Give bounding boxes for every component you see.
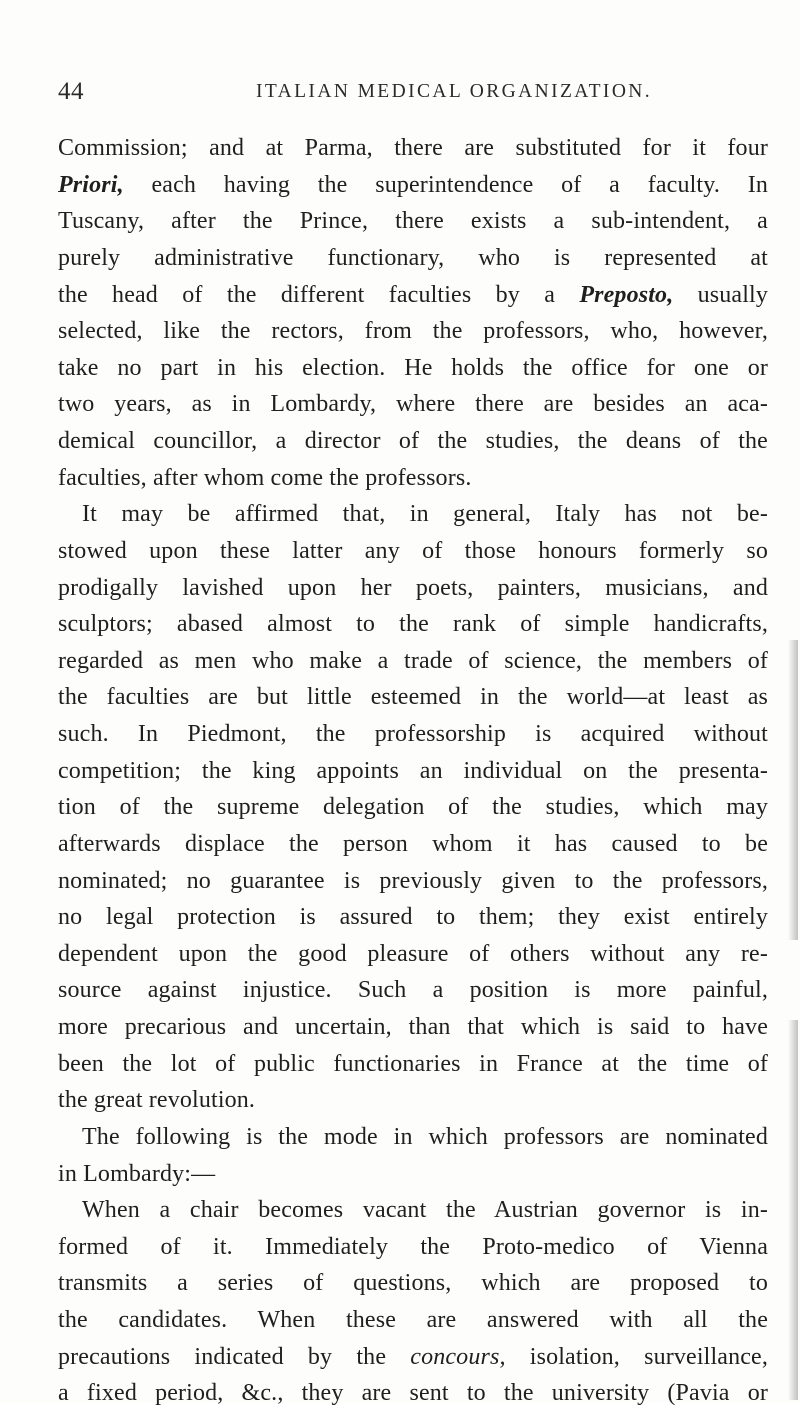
- text-line: formed of it. Immediately the Proto-medico of Vienna: [58, 1233, 768, 1260]
- text-line: the candidates. When these are answered with all the: [58, 1307, 768, 1333]
- text-line: such. In Piedmont, the professorship is acquired without: [58, 721, 768, 747]
- text-line: afterwards displace the person whom it has caused to be: [58, 830, 768, 857]
- text-line: tion of the supreme delegation of the studies, which may: [58, 794, 768, 821]
- text-line: source against injustice. Such a position is more painful,: [58, 977, 768, 1004]
- running-head: ITALIAN MEDICAL ORGANIZATION.: [256, 81, 653, 102]
- text-line: Priori, each having the superintendence of a faculty. In: [58, 171, 768, 198]
- text-line: the head of the different faculties by a Preposto, usually: [58, 281, 769, 308]
- text-line: prodigally lavished upon her poets, painters, musicians, and: [58, 574, 768, 601]
- text-line: been the lot of public functionaries in France at the time of: [58, 1050, 768, 1077]
- text-line: the faculties are but little esteemed in the world—at least as: [58, 684, 768, 711]
- text-line: more precarious and uncertain, than that which is said to have: [58, 1014, 768, 1040]
- text-line: in Lombardy:—: [58, 1160, 216, 1187]
- page-edge-shadow: [788, 1020, 798, 1400]
- text-line: demical councillor, a director of the studies, the deans of the: [58, 428, 768, 454]
- text-line: two years, as in Lombardy, where there are besides an aca-: [58, 391, 768, 418]
- text-line: take no part in his election. He holds the office for one or: [58, 354, 768, 381]
- text-line: purely administrative functionary, who is represented at: [58, 244, 768, 271]
- emphasis-preposto: Preposto,: [579, 281, 674, 308]
- text-line: The following is the mode in which professors are nominated: [82, 1123, 768, 1150]
- emphasis-concours: concours,: [410, 1343, 506, 1370]
- page-number: 44: [58, 78, 84, 105]
- text-line: transmits a series of questions, which are proposed to: [58, 1270, 768, 1297]
- text-line: competition; the king appoints an individual on the presenta-: [58, 757, 768, 784]
- page-header: [58, 78, 762, 112]
- page-edge-shadow: [788, 640, 798, 940]
- text-line: nominated; no guarantee is previously given to the professors,: [58, 867, 768, 894]
- text-line: faculties, after whom come the professors.: [58, 464, 472, 491]
- text-line: Commission; and at Parma, there are substituted for it four: [58, 135, 768, 161]
- text-line: stowed upon these latter any of those honours formerly so: [58, 537, 768, 564]
- text-line: sculptors; abased almost to the rank of simple handicrafts,: [58, 611, 768, 638]
- text-line: dependent upon the good pleasure of others without any re-: [58, 940, 768, 967]
- text-line: no legal protection is assured to them; they exist entirely: [58, 904, 768, 931]
- text-line: regarded as men who make a trade of science, the members of: [58, 647, 768, 674]
- body-text: [58, 130, 768, 1412]
- text-line: precautions indicated by the concours, isolation, surveillance,: [58, 1343, 768, 1370]
- text-line: Tuscany, after the Prince, there exists a sub-intendent, a: [58, 208, 768, 235]
- text-line: When a chair becomes vacant the Austrian governor is in-: [82, 1197, 768, 1224]
- text-line: It may be affirmed that, in general, Italy has not be-: [82, 501, 768, 528]
- text-line: selected, like the rectors, from the professors, who, however,: [58, 318, 768, 345]
- emphasis-priori: Priori,: [58, 171, 124, 198]
- text-line: the great revolution.: [58, 1087, 256, 1114]
- text-line: a fixed period, &c., they are sent to the university (Pavia or: [58, 1380, 768, 1407]
